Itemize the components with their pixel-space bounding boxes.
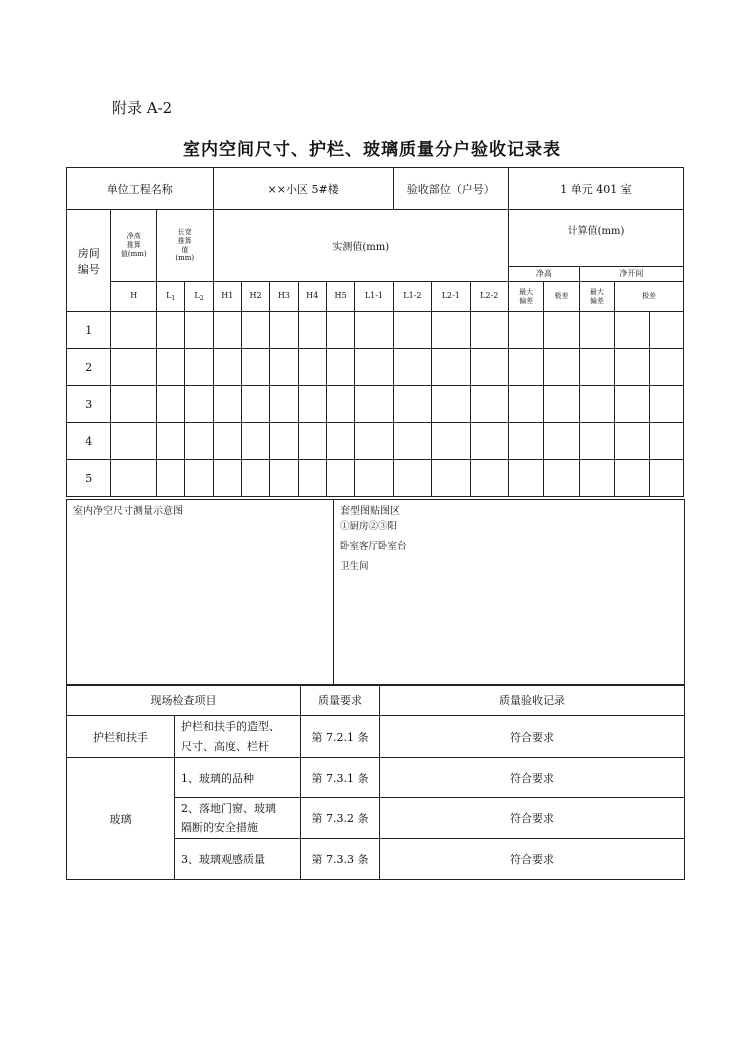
inspection-table [66, 684, 685, 880]
col-l2-1: L2-1 [432, 282, 470, 312]
page-title: 室内空间尺寸、护栏、玻璃质量分户验收记录表 [183, 140, 561, 160]
acceptance-part-label: 验收部位（户号） [393, 168, 508, 210]
net-space-group: 净开间 [579, 267, 683, 282]
net-height-estimate-header: 净高 推算 值(mm) [111, 210, 157, 282]
col-l2-2: L2-2 [470, 282, 508, 312]
diagram-section [66, 499, 685, 686]
col-space-max-deviation: 最大 偏差 [579, 282, 614, 312]
glass-item-result: 符合要求 [380, 758, 685, 798]
col-h5: H5 [326, 282, 354, 312]
railing-clause: 第 7.2.1 条 [301, 716, 380, 758]
floor-plan-caption: 套型图贴图区 [340, 506, 400, 517]
glass-item-result: 符合要求 [380, 839, 685, 880]
table-row [67, 312, 684, 349]
table-row [67, 423, 684, 460]
table-row [67, 386, 684, 423]
floor-plan-area [334, 500, 685, 686]
calculated-value-header: 计算值(mm) [508, 210, 683, 267]
room-number: 3 [67, 386, 111, 423]
project-name-value: ××小区 5#楼 [213, 168, 393, 210]
floor-plan-rooms-line-3: 卫生间 [340, 561, 369, 572]
project-name-label: 单位工程名称 [67, 168, 214, 210]
room-number: 2 [67, 349, 111, 386]
measured-value-header: 实测值(mm) [213, 210, 508, 282]
railing-label: 护栏和扶手 [67, 716, 175, 758]
col-h1: H1 [213, 282, 241, 312]
col-l1-2: L1-2 [393, 282, 431, 312]
measurement-table [66, 167, 684, 497]
glass-item-clause: 第 7.3.3 条 [301, 839, 380, 880]
glass-item-description: 3、玻璃观感质量 [175, 839, 301, 880]
room-number: 5 [67, 460, 111, 497]
floor-plan-rooms-line-1: ①厨房②③阳 [340, 521, 398, 532]
col-acceptance-record: 质量验收记录 [380, 685, 685, 716]
col-quality-requirement: 质量要求 [301, 685, 380, 716]
glass-label: 玻璃 [67, 758, 175, 880]
col-height-max-deviation: 最大 偏差 [508, 282, 543, 312]
col-h2: H2 [241, 282, 269, 312]
room-number: 4 [67, 423, 111, 460]
glass-item-description: 1、玻璃的品种 [175, 758, 301, 798]
col-space-range: 极差 [615, 282, 684, 312]
table-row [67, 349, 684, 386]
acceptance-part-value: 1 单元 401 室 [508, 168, 683, 210]
table-row [67, 716, 685, 758]
measurement-diagram-area [67, 500, 334, 686]
col-l2: $L_2$ [185, 282, 213, 312]
appendix-label: 附录 A-2 [112, 99, 173, 117]
room-number: 1 [67, 312, 111, 349]
col-h3: H3 [270, 282, 298, 312]
railing-description: 护栏和扶手的造型、 尺寸、高度、栏杆 [175, 716, 301, 758]
col-l1: $L_1$ [156, 282, 184, 312]
table-row [67, 758, 685, 798]
net-height-group: 净高 [508, 267, 579, 282]
measurement-diagram-caption: 室内净空尺寸测量示意图 [73, 506, 183, 517]
col-h: H [111, 282, 157, 312]
room-number-header: 房间 编号 [67, 210, 111, 312]
table-row [67, 460, 684, 497]
glass-item-clause: 第 7.3.1 条 [301, 758, 380, 798]
col-h4: H4 [298, 282, 326, 312]
col-l1-1: L1-1 [355, 282, 393, 312]
col-inspection-item: 现场检查项目 [67, 685, 301, 716]
glass-item-result: 符合要求 [380, 798, 685, 839]
railing-result: 符合要求 [380, 716, 685, 758]
length-width-estimate-header: 长宽 推算 值 (mm) [156, 210, 213, 282]
floor-plan-rooms-line-2: 卧室客厅卧室台 [340, 541, 407, 552]
info-row [67, 168, 684, 210]
col-height-range: 极差 [544, 282, 579, 312]
glass-item-description: 2、落地门窗、玻璃 隔断的安全措施 [175, 798, 301, 839]
glass-item-clause: 第 7.3.2 条 [301, 798, 380, 839]
